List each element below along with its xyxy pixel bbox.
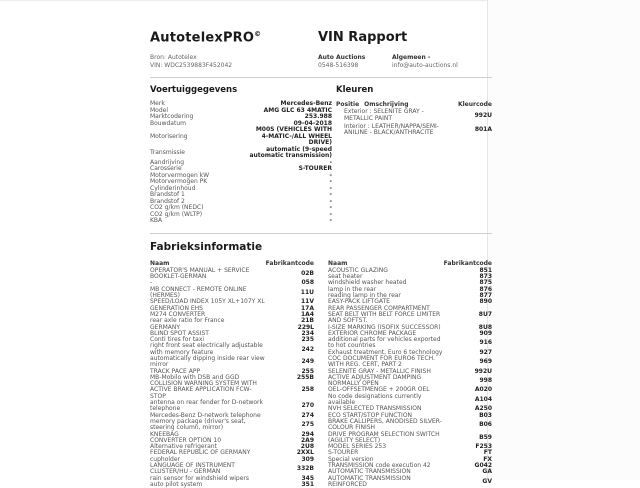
factory-option-name: cupholder [150, 455, 181, 463]
factory-option-code: F253 [475, 443, 492, 451]
factory-option-code: 2U8 [300, 443, 314, 451]
field-label: Transmissie [150, 149, 185, 157]
factory-option-name: FEDERAL REPUBLIC OF GERMANY [150, 449, 251, 457]
factory-option-name: GERMANY [150, 323, 181, 331]
factory-option-code: G042 [474, 462, 492, 470]
factory-option-code: 255B [296, 373, 314, 381]
factory-option-name: CONVERTER OPTION 10 [150, 436, 222, 444]
factory-option-code: 8U7 [478, 310, 492, 318]
factory-option-code: 345 [301, 474, 314, 482]
factory-option-name: lamp in the rear [328, 285, 377, 293]
field-value: AMG GLC 63 4MATIC [263, 106, 332, 114]
column-header-naam: Naam [328, 259, 348, 267]
factory-option-name: SELENITE GRAY - METALLIC FINISH [328, 367, 431, 375]
company-name: Auto Auctions [318, 54, 366, 62]
factory-option-code: 11U [300, 288, 314, 296]
factory-option-name: Special version [328, 455, 374, 463]
factory-option-name: AUTOMATIC TRANSMISSION REINFORCED [328, 474, 411, 488]
factory-option-name: EASY-PACK LIFTGATE [328, 298, 390, 306]
factory-codes-left-column [150, 260, 314, 488]
column-header-naam: Naam [150, 259, 170, 267]
factory-option-code: 8U8 [478, 323, 492, 331]
table-row [336, 109, 492, 122]
factory-option-code: GA [482, 468, 492, 476]
factory-option-name: Exhaust treatment, Euro 6 technology [328, 348, 443, 356]
factory-option-code: GV [482, 477, 492, 485]
factory-option-code: FT [483, 449, 492, 457]
brand-name: AutotelexPRO [150, 30, 255, 46]
table-row [150, 482, 314, 488]
field-value: - [329, 178, 332, 186]
column-header-fabrikantcode: Fabrikantcode [443, 259, 492, 267]
factory-option-code: 11V [301, 298, 314, 306]
section-title-voertuiggegevens: Voertuiggegevens [150, 85, 238, 96]
factory-option-code: 242 [301, 345, 314, 353]
factory-option-code: 851 [479, 266, 492, 274]
table-row [328, 419, 492, 432]
factory-option-name: rear axle ratio for France [150, 317, 225, 325]
factory-option-name: OPERATOR'S MANUAL + SERVICE BOOKLET-GERMAN [150, 266, 250, 281]
field-value: 09-04-2018 [293, 119, 332, 127]
factory-option-name: Mercedes-Benz D-network telephone [150, 411, 261, 419]
factory-option-name: COLLISION WARNING SYSTEM WITH ACTIVE BRAKE APPLICATION FCW-STOP [150, 380, 257, 400]
factory-option-name: EXTERIOR CHROME PACKAGE [328, 329, 417, 337]
factory-option-code: 1A4 [301, 310, 314, 318]
brand-logo [150, 30, 318, 45]
factory-option-code: 229L [297, 323, 314, 331]
factory-option-code: 875 [479, 279, 492, 287]
factory-option-code: 890 [479, 298, 492, 306]
factory-option-code: 255 [301, 367, 314, 375]
factory-option-code: 258 [301, 386, 314, 394]
factory-option-code: 998 [479, 377, 492, 385]
field-label: Marktcodering [150, 113, 194, 121]
field-label: Aandrijving [150, 158, 185, 166]
report-header [150, 30, 492, 45]
table-row [150, 218, 332, 225]
factory-option-code: 969 [479, 358, 492, 366]
kleuren-table [336, 109, 492, 136]
factory-option-code: 2XXL [296, 449, 314, 457]
column-header-kleurcode: Kleurcode [457, 101, 492, 109]
contact-block [392, 54, 492, 69]
factory-option-name: automatically dipping inside rear view mirror [150, 354, 265, 369]
factory-option-name: LANGUAGE OF INSTRUMENT CLUSTER/HU - GERMAN [150, 462, 235, 476]
factory-option-name: REAR PASSENGER COMPARTMENT SEAT BELT WITH BELT FORCE LIMITER AND SOFTST. [328, 304, 441, 325]
factory-option-name: windshield washer heated [328, 279, 407, 287]
source-label: Bron: Autotelex [150, 54, 197, 62]
factory-option-name: TRACK PACE APP [150, 367, 201, 375]
copyright-symbol: © [254, 30, 262, 38]
table-row [328, 337, 492, 350]
factory-option-code: 17A [301, 304, 314, 312]
factory-option-name: AUTOMATIC TRANSMISSION [328, 468, 411, 476]
table-row [328, 476, 492, 488]
vin-report-page [150, 30, 492, 488]
header-info-row [150, 54, 492, 69]
color-description: Exterior : SELENITE GRAY - METALLIC PAINT [344, 108, 424, 122]
phone-number: 0548-516398 [318, 61, 359, 69]
factory-option-name: GENERATION EHS [150, 304, 203, 312]
section-title-fabrieksinformatie: Fabrieksinformatie [150, 240, 263, 253]
section-title-kleuren: Kleuren [336, 85, 374, 96]
factory-option-name: MB-Mobilo with DSB and GGD [150, 373, 240, 381]
factory-option-code: FX [483, 455, 492, 463]
factory-option-name: MODEL SERIES 253 [328, 443, 387, 451]
factory-option-code: 992U [474, 367, 492, 375]
factory-option-code: 909 [479, 329, 492, 337]
color-description: Interior : LEATHER/NAPPA/SEMI-ANILINE - BLACK/ANTHRACITE [344, 122, 439, 137]
factory-table-header [328, 260, 492, 267]
field-value: M00S (VEHICLES WITH 4-MATIC-/ALL WHEEL DRIVE) [255, 126, 332, 147]
field-label: Motorvermogen PK [150, 178, 208, 186]
factory-option-code: B03 [479, 411, 492, 419]
field-label: Bouwdatum [150, 119, 186, 127]
field-value: Mercedes-Benz [280, 100, 332, 108]
factory-option-name: KNEEBAG [150, 430, 179, 438]
factory-option-name: MB CONNECT - REMOTE ONLINE (HERMES) [150, 285, 247, 300]
factory-option-name: M274 CONVERTER [150, 310, 206, 318]
field-value: - [329, 191, 332, 199]
factory-option-code: 058 [301, 279, 314, 287]
field-value: S-TOURER [298, 165, 332, 173]
field-value: - [329, 204, 332, 212]
table-row [150, 147, 332, 160]
field-label: Merk [150, 100, 165, 108]
factory-option-code: 877 [479, 292, 492, 300]
factory-option-code: 2A9 [301, 436, 314, 444]
factory-option-code: 294 [301, 430, 314, 438]
field-label: CO2 g/km (NEDC) [150, 204, 204, 212]
factory-option-code: 927 [479, 348, 492, 356]
factory-option-code: 876 [479, 285, 492, 293]
section-kleuren [336, 85, 492, 225]
factory-option-name: NVH SELECTED TRANSMISSION [328, 405, 422, 413]
field-label: Model [150, 106, 169, 114]
factory-option-name: rain sensor for windshield wipers [150, 474, 249, 482]
section-voertuiggegevens [150, 85, 332, 225]
field-value: 253.988 [304, 113, 332, 121]
factory-option-name: BRAKE CALLIPERS, ANODISED SILVER-COLOUR FINISH [328, 417, 442, 432]
field-value: - [329, 171, 332, 179]
factory-option-name: memory package (driver's seat, steering column, mirror) [150, 417, 246, 432]
factory-option-code: 351 [301, 480, 314, 488]
factory-option-name: BLIND SPOT ASSIST [150, 329, 209, 337]
table-row [328, 306, 492, 325]
factory-option-name: Alternative refrigerant [150, 443, 217, 451]
factory-option-name: S-TOURER [328, 449, 359, 457]
algemeen-label: Algemeen - [392, 54, 431, 62]
factory-option-code: 274 [301, 411, 314, 419]
color-code: 992U [474, 111, 492, 119]
factory-option-name: ECO START/STOP FUNCTION [328, 411, 413, 419]
field-value: - [329, 158, 332, 166]
kleuren-table-header [336, 101, 492, 108]
section-fabrieksinformatie [150, 241, 492, 488]
factory-option-code: B06 [479, 421, 492, 429]
factory-option-code: B59 [479, 433, 492, 441]
column-header-omschrijving: Omschrijving [364, 101, 409, 109]
table-row [150, 419, 314, 432]
factory-option-name: additional parts for vehicles exported to hot countries [328, 336, 441, 350]
vehicle-data-table [150, 101, 332, 225]
factory-option-name: right front seat electrically adjustable with memory feature [150, 342, 263, 356]
field-label: Cylinderinhoud [150, 184, 196, 192]
vin-label: VIN: WDC2539883F452042 [150, 61, 233, 69]
page-title: VIN Rapport [318, 30, 408, 45]
factory-option-code: 275 [301, 421, 314, 429]
source-block [150, 54, 318, 69]
factory-option-name: No code designations currently available [328, 392, 422, 407]
table-row [150, 381, 314, 400]
factory-option-code: 249 [301, 358, 314, 366]
field-value: - [329, 184, 332, 192]
factory-option-name: I-SIZE MARKING (ISOFIX SUCCESSOR) [328, 323, 441, 331]
table-row [336, 124, 492, 137]
factory-option-name: auto pilot system [150, 480, 203, 488]
field-label: Brandstof 2 [150, 197, 185, 205]
field-label: CO2 g/km (WLTP) [150, 210, 203, 218]
field-label: KBA [150, 217, 163, 225]
factory-option-code: A104 [474, 395, 492, 403]
field-value: - [329, 217, 332, 225]
factory-option-name: COC DOCUMENT FOR EURO6 TECH. WITH REG. CERT, PART 2 [328, 354, 435, 369]
column-header-fabrikantcode: Fabrikantcode [265, 259, 314, 267]
factory-option-code: 309 [301, 455, 314, 463]
field-label: Carosserie [150, 165, 182, 173]
field-value: automatic (9-speed automatic transmission) [249, 145, 332, 160]
factory-option-name: SPEED/LOAD INDEX 105Y XL+107Y XL [150, 298, 265, 306]
field-value: - [329, 197, 332, 205]
column-header-positie: Positie [336, 101, 360, 109]
factory-option-name: seat heater [328, 273, 363, 281]
field-label: Motorvermogen kW [150, 171, 210, 179]
company-block [318, 54, 392, 69]
factory-option-code: 916 [479, 339, 492, 347]
factory-option-name: Conti tires for taxi [150, 336, 205, 344]
factory-option-code: 332B [296, 465, 314, 473]
factory-option-name: OEL-OFFSETMENGE + 200GR OEL [328, 386, 430, 394]
factory-option-code: 873 [479, 273, 492, 281]
factory-option-name: antenna on rear fender for D-network telephone [150, 399, 263, 413]
table-row [150, 463, 314, 476]
factory-codes-right-column [328, 260, 492, 488]
table-row [150, 127, 332, 147]
table-row [150, 400, 314, 413]
field-label: Motorisering [150, 132, 188, 140]
factory-option-code: 235 [301, 336, 314, 344]
email-address: info@auto-auctions.nl [392, 61, 458, 69]
factory-option-name: ACOUSTIC GLAZING [328, 266, 388, 274]
factory-option-code: 02B [301, 269, 314, 277]
factory-option-code: 234 [301, 329, 314, 337]
factory-table-header [150, 260, 314, 267]
factory-option-name: reading lamp in the rear [328, 292, 401, 300]
factory-option-code: A250 [474, 405, 492, 413]
factory-option-name: DRIVE PROGRAM SELECTION SWITCH (AGILITY SELECT) [328, 430, 440, 444]
table-row [328, 356, 492, 369]
color-code: 801A [474, 125, 492, 133]
factory-option-name: TRANSMISSION code execution 42 [328, 462, 431, 470]
factory-option-code: 21B [301, 317, 314, 325]
table-row [150, 356, 314, 369]
field-value: - [329, 210, 332, 218]
factory-option-code: 270 [301, 402, 314, 410]
divider [150, 233, 492, 234]
page-outside-area [488, 0, 640, 480]
field-label: Brandstof 1 [150, 191, 185, 199]
factory-option-name: ACTIVE ADJUSTMENT DAMPING NORMALLY OPEN [328, 373, 422, 388]
factory-option-name: - [150, 279, 153, 287]
factory-option-code: A020 [474, 386, 492, 394]
table-row [150, 268, 314, 281]
divider [150, 77, 492, 78]
